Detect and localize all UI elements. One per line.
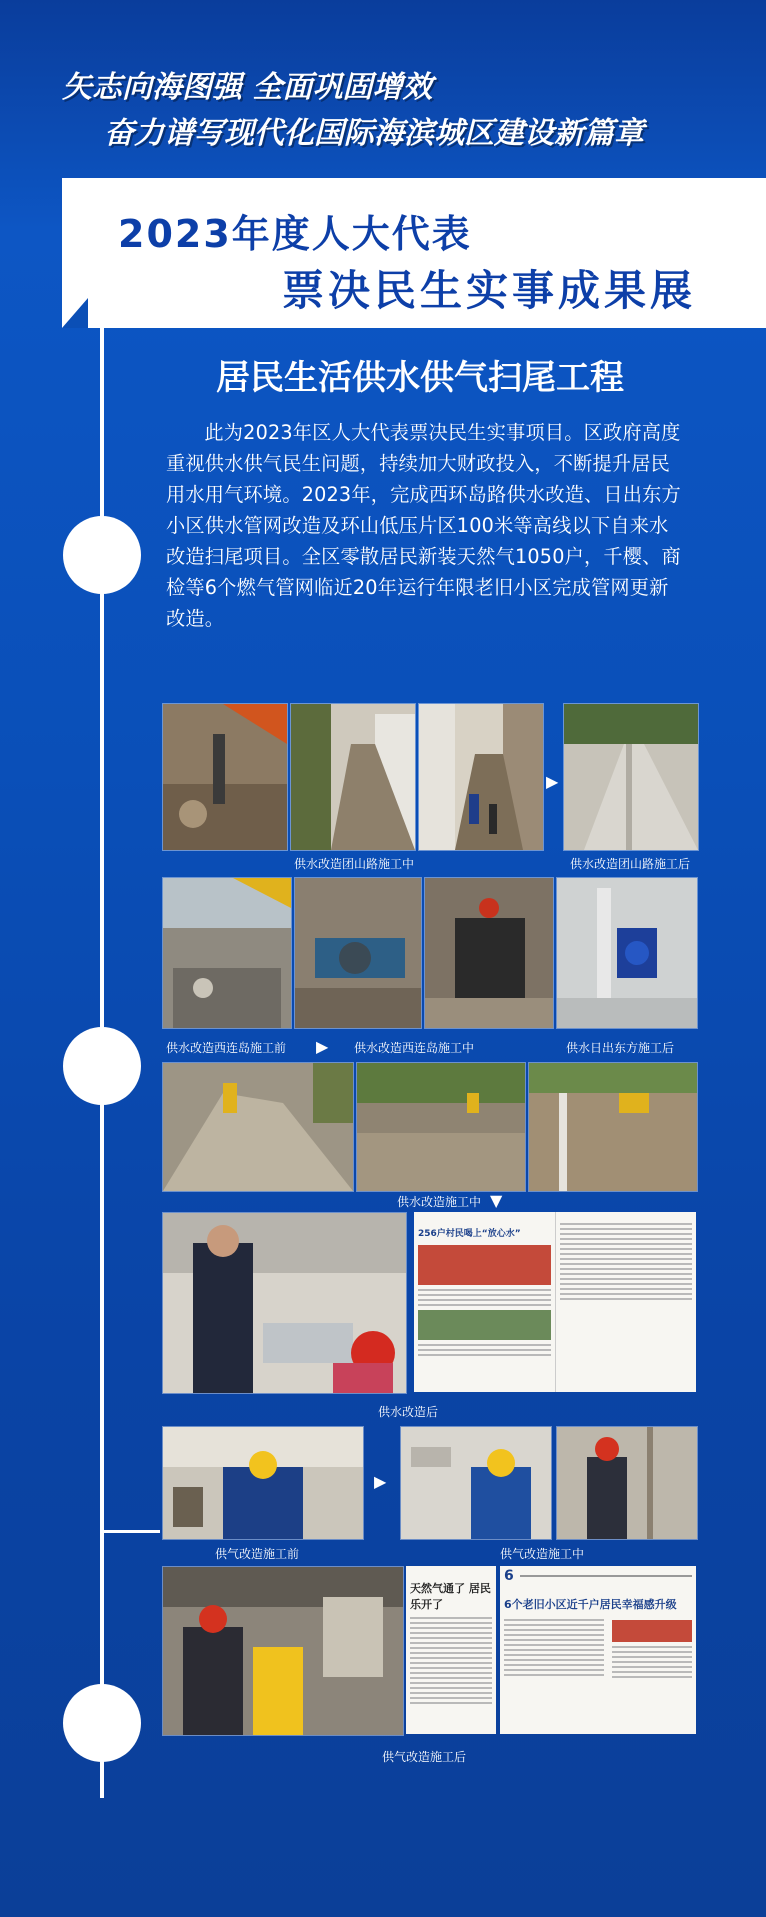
caption-r1-during: 供水改造团山路施工中 — [294, 857, 415, 871]
photo-gas-during-2 — [556, 1426, 698, 1540]
caption-r1-after: 供水改造团山路施工后 — [570, 857, 691, 871]
photo-gas-after — [162, 1566, 404, 1736]
photo-pole-site — [528, 1062, 698, 1192]
title-line-2: 票决民生实事成果展 — [282, 266, 697, 315]
newspaper-clipping-water — [414, 1212, 696, 1392]
caption-r2-after: 供水日出东方施工后 — [566, 1041, 675, 1055]
timeline-dot-2 — [63, 1027, 141, 1105]
slogan-line-1: 矢志向海图强 全面巩固增效 — [62, 70, 433, 105]
caption-r5-before: 供气改造施工前 — [215, 1547, 300, 1561]
arrow-right-icon-3: ▶ — [374, 1472, 387, 1491]
newspaper-page-number: 6 — [504, 1568, 514, 1584]
caption-r5-during: 供气改造施工中 — [500, 1547, 585, 1561]
newspaper-masthead-water — [556, 1212, 697, 1220]
photo-resident-sink — [162, 1212, 407, 1394]
arrow-right-icon-2: ▶ — [316, 1037, 329, 1056]
photo-gas-before — [162, 1426, 364, 1540]
newspaper-clipping-gas-1 — [406, 1566, 496, 1734]
photo-rocky-trench — [162, 1062, 354, 1192]
photo-west-island-during-1 — [294, 877, 422, 1029]
arrow-right-icon: ▶ — [546, 772, 559, 791]
newspaper-clipping-gas-2 — [500, 1566, 696, 1734]
photo-alley-2 — [418, 703, 544, 851]
caption-r2-during: 供水改造西连岛施工中 — [354, 1041, 475, 1055]
photo-road-after — [563, 703, 699, 851]
title-band-notch — [62, 298, 88, 328]
arrow-down-icon: ▼ — [490, 1191, 503, 1210]
caption-r2-before: 供水改造西连岛施工前 — [166, 1041, 287, 1055]
title-line-1: 2023年度人大代表 — [118, 212, 472, 256]
newspaper-headline-gas-2: 6个老旧小区近千户居民幸福感升级 — [504, 1598, 677, 1611]
caption-r3-during: 供水改造施工中 — [397, 1195, 482, 1209]
photo-gas-during-1 — [400, 1426, 552, 1540]
photo-sunrise-after — [556, 877, 698, 1029]
section-subtitle: 居民生活供水供气扫尾工程 — [216, 358, 624, 398]
timeline-dot-1 — [63, 516, 141, 594]
timeline-dot-3 — [63, 1684, 141, 1762]
timeline-branch — [100, 1530, 160, 1533]
photo-west-island-before — [162, 877, 292, 1029]
newspaper-headline-gas-1: 天然气通了 居民乐开了 — [410, 1582, 491, 1611]
photo-alley-1 — [290, 703, 416, 851]
photo-west-island-during-2 — [424, 877, 554, 1029]
photo-excavator — [162, 703, 288, 851]
newspaper-headline-water: 256户村民喝上“放心水” — [418, 1229, 521, 1239]
slogan-line-2: 奋力谱写现代化国际海滨城区建设新篇章 — [104, 116, 644, 151]
photo-hillside — [356, 1062, 526, 1192]
body-paragraph: 此为2023年区人大代表票决民生实事项目。区政府高度重视供水供气民生问题，持续加大财政投入，不断提升居民用水用气环境。2023年，完成西环岛路供水改造、日出东方小区供水管网改造及环山低压片区100米等高线以下自来水改造扫尾项目。全区零散居民新装天然气1050户，千樱、商检等6个燃气管网临近20年运行年限老旧小区完成管网更新改造。 — [166, 421, 681, 630]
caption-r4-after: 供水改造后 — [378, 1405, 439, 1419]
caption-r6-after: 供气改造施工后 — [382, 1750, 467, 1764]
